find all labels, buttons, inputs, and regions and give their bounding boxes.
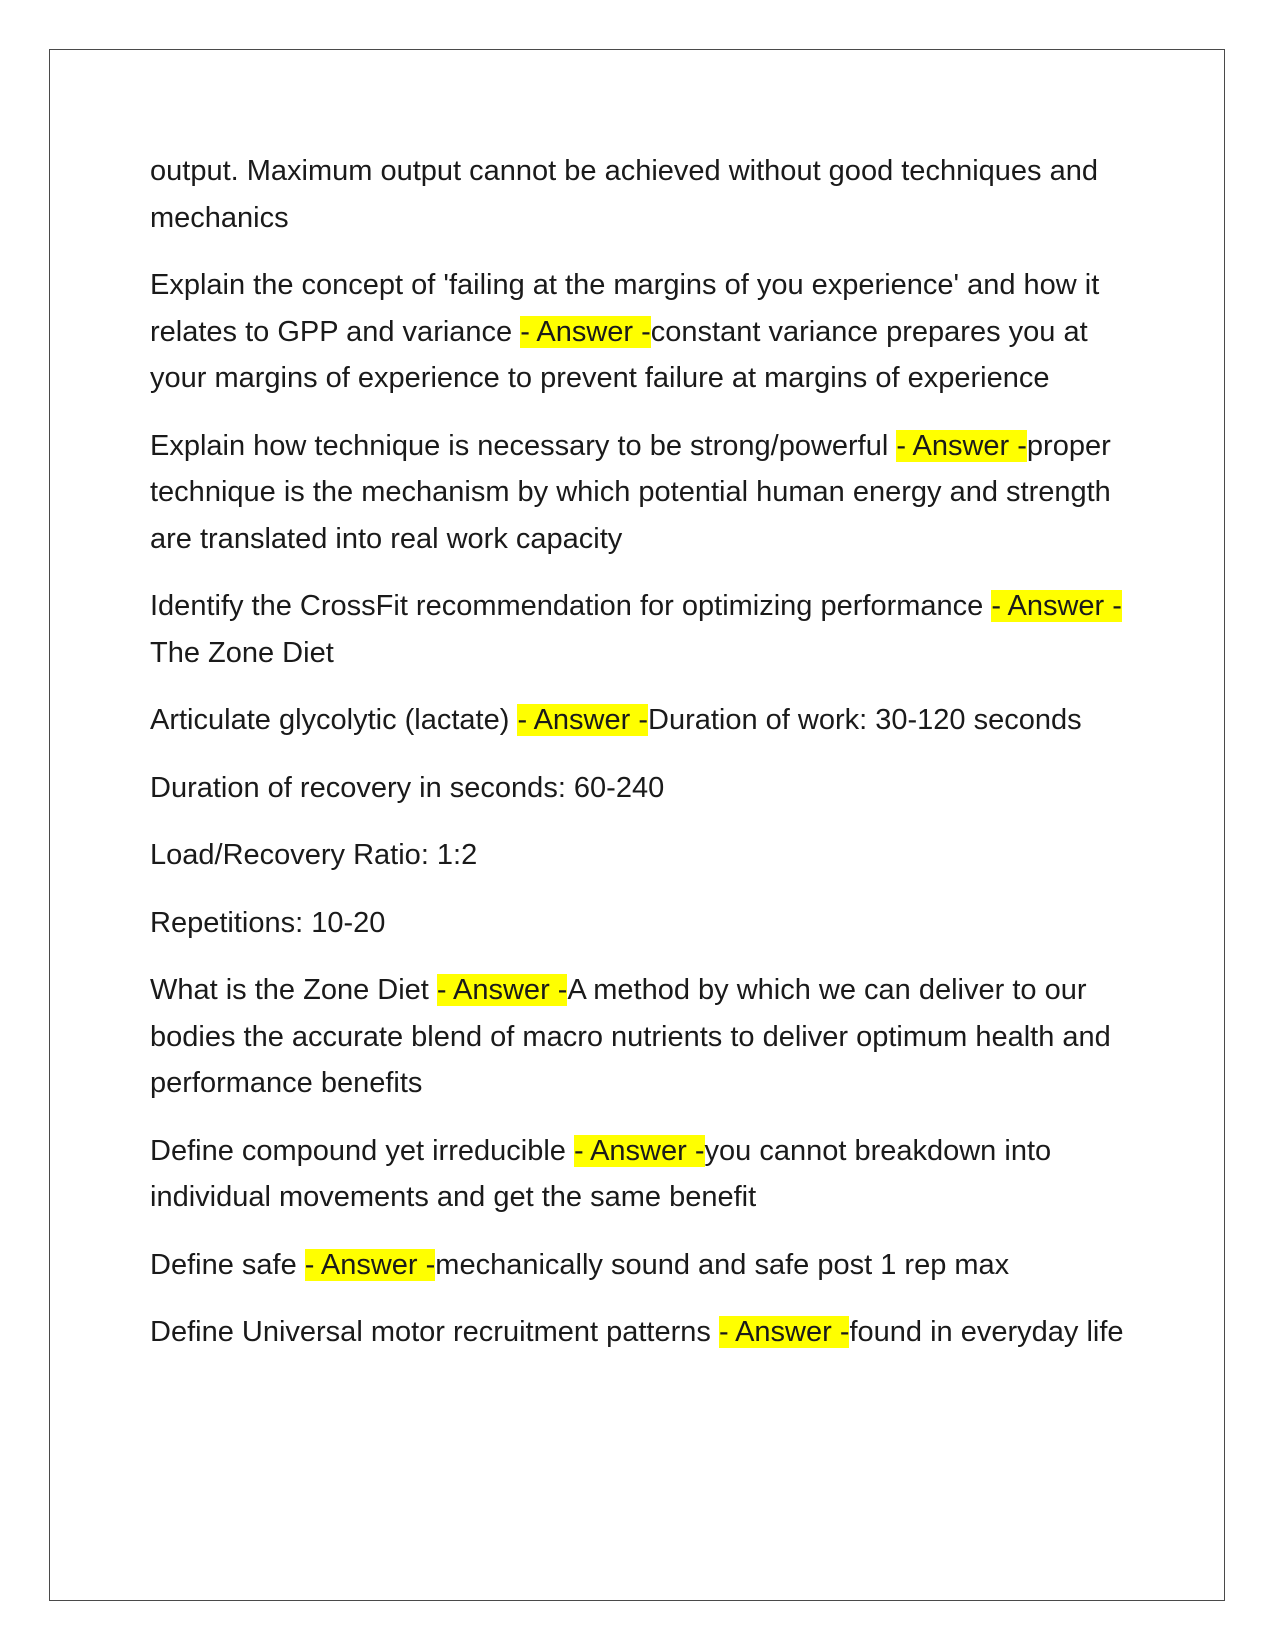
answer-highlight: - Answer - [436, 974, 568, 1006]
answer-highlight: - Answer - [991, 590, 1122, 622]
paragraph-text: output. Maximum output cannot be achieved without good techniques and mechanics [150, 155, 1098, 234]
paragraph-text: Repetitions: 10-20 [150, 906, 386, 939]
paragraph-load-recovery-ratio [150, 832, 1140, 879]
question-text: Identify the CrossFit recommendation for optimizing performance [150, 590, 992, 622]
question-text: Define safe [150, 1248, 305, 1281]
answer-text: found in everyday life [849, 1316, 1124, 1348]
paragraph-text: Duration of recovery in seconds: 60-240 [150, 771, 665, 804]
qa-crossfit-recommendation [150, 583, 1140, 676]
document-body [150, 148, 1140, 1377]
qa-compound-irreducible [150, 1128, 1140, 1221]
qa-glycolytic [150, 697, 1140, 744]
answer-highlight: - Answer - [304, 1248, 436, 1281]
paragraph-output-mechanics [150, 148, 1140, 241]
question-text: Explain the concept of 'failing at the margins of you experience' and how it relates to GPP and variance [150, 269, 1100, 348]
answer-text: The Zone Diet [150, 636, 334, 669]
answer-text: proper technique is the mechanism by which potential human energy and strength are translated into real work capacity [150, 429, 1111, 555]
qa-universal-motor-recruitment [150, 1309, 1140, 1356]
question-text: Define compound yet irreducible [150, 1134, 574, 1167]
question-text: Define Universal motor recruitment patterns [150, 1316, 719, 1348]
answer-highlight: - Answer - [896, 429, 1027, 462]
answer-highlight: - Answer - [517, 704, 648, 736]
question-text: Articulate glycolytic (lactate) [150, 704, 518, 736]
answer-highlight: - Answer - [520, 315, 651, 348]
paragraph-text: Load/Recovery Ratio: 1:2 [150, 839, 478, 871]
qa-define-safe [150, 1242, 1140, 1289]
answer-text: mechanically sound and safe post 1 rep max [435, 1248, 1010, 1281]
answer-text: constant variance prepares you at your margins of experience to prevent failure at margins of experience [150, 315, 1088, 394]
question-text: What is the Zone Diet [150, 974, 437, 1006]
answer-highlight: - Answer - [573, 1134, 705, 1167]
answer-text: you cannot breakdown into individual movements and get the same benefit [150, 1134, 1052, 1213]
answer-text: Duration of work: 30-120 seconds [648, 704, 1082, 736]
answer-text: A method by which we can deliver to our bodies the accurate blend of macro nutrients to deliver optimum health and performance benefits [150, 974, 1111, 1099]
qa-failing-at-margins [150, 262, 1140, 402]
qa-zone-diet [150, 967, 1140, 1107]
paragraph-recovery-duration [150, 765, 1140, 812]
answer-highlight: - Answer - [718, 1316, 850, 1348]
question-text: Explain how technique is necessary to be strong/powerful [150, 429, 897, 462]
qa-technique-strength [150, 423, 1140, 563]
paragraph-repetitions [150, 900, 1140, 947]
